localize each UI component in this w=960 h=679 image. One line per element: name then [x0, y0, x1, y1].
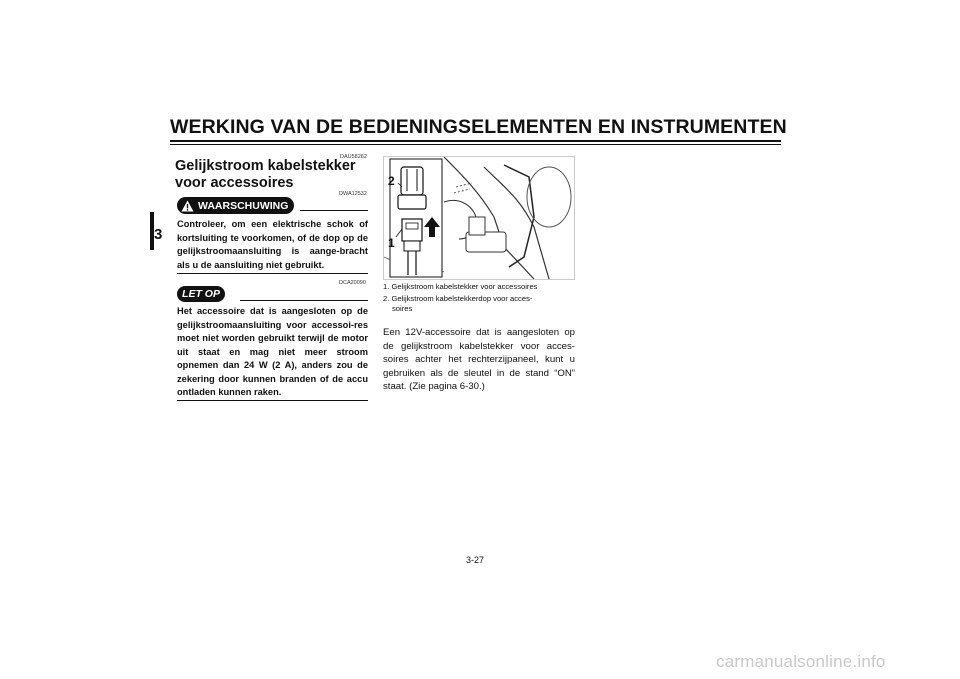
warning-end-rule — [177, 273, 368, 274]
watermark: carmanualsonline.info — [716, 652, 886, 671]
callout-1: 1 — [388, 236, 395, 250]
chapter-number: 3 — [154, 226, 163, 243]
section-code: DAU58262 — [340, 154, 367, 160]
section-title: Gelijkstroom kabelstekker voor accessoires — [175, 158, 356, 191]
warning-label: WAARSCHUWING — [198, 199, 289, 212]
warning-rule — [300, 210, 368, 211]
warning-triangle-icon — [181, 200, 194, 212]
caption-2-cont: soires — [392, 304, 413, 313]
notice-text: Het accessoire dat is aangesloten op de gelijkstroomaansluiting voor accessoi-res moet niet worden gebruikt terwijl de motor uit staat en mag niet meer stroom opnemen dan 24 W (2 A), anders zou de zekering door kunnen branden of de accu ontladen kunnen raken. — [177, 306, 368, 397]
notice-badge — [177, 286, 225, 302]
body-paragraph: Een 12V-accessoire dat is aangesloten op de gelijkstroom kabelstekker voor acces-soires achter het rechterzijpaneel, kunt u gebruiken als de sleutel in de stand “ON” staat. (Zie pagina 6-30.) — [383, 327, 575, 392]
page-header-title: WERKING VAN DE BEDIENINGSELEMENTEN EN INSTRUMENTEN — [170, 116, 787, 138]
notice-end-rule — [177, 400, 368, 401]
header-rule — [170, 140, 781, 142]
connector-illustration — [383, 156, 575, 280]
caption-1: 1. Gelijkstroom kabelstekker voor accessoires — [383, 282, 538, 291]
warning-badge — [177, 197, 294, 214]
notice-code: DCA20090 — [339, 280, 366, 286]
header-rule-thin — [170, 144, 781, 145]
warning-code: DWA12532 — [339, 191, 367, 197]
callout-2: 2 — [388, 174, 395, 188]
notice-label: LET OP — [182, 288, 220, 300]
page-number: 3-27 — [466, 555, 485, 565]
notice-rule — [240, 300, 368, 301]
warning-text: Controleer, om een elektrische schok of kortsluiting te voorkomen, of de dop op de gelijkstroomaansluiting is aange-bracht als u de aansluiting niet gebruikt. — [177, 219, 368, 270]
caption-2: 2. Gelijkstroom kabelstekkerdop voor acces- — [383, 294, 533, 303]
motorcycle-connector-drawing — [384, 157, 574, 279]
